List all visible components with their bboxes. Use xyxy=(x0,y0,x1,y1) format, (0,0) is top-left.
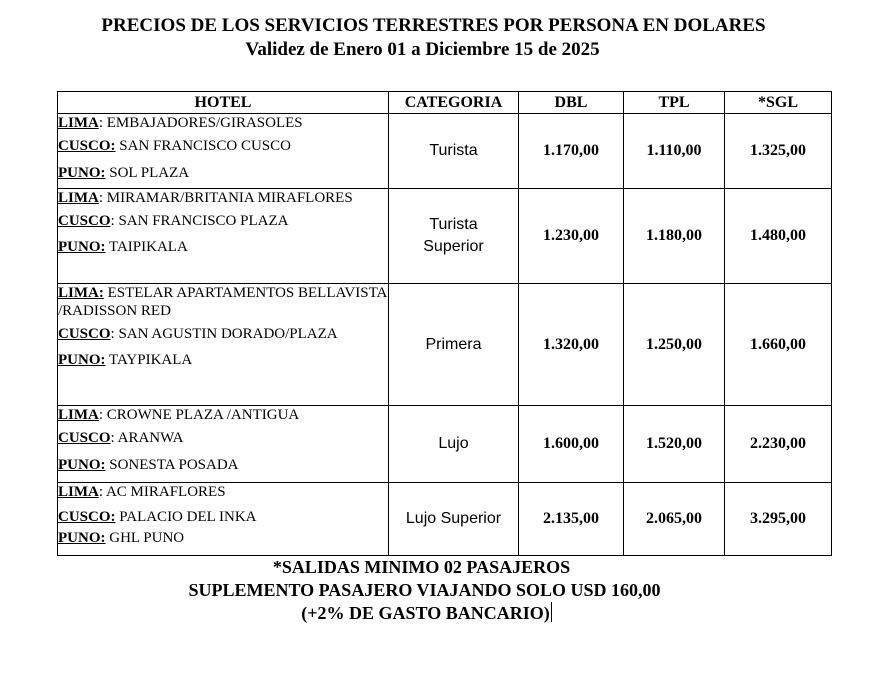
category-cell: Primera xyxy=(389,284,519,406)
hotel-line-lima xyxy=(58,483,388,501)
category-cell: Turista xyxy=(389,114,519,189)
hotel-cell xyxy=(58,114,389,189)
header-dbl: DBL xyxy=(519,92,624,114)
hotel-name: MIRAMAR/BRITANIA MIRAFLORES xyxy=(106,190,353,206)
separator: : xyxy=(98,484,106,500)
header-tpl: TPL xyxy=(624,92,725,114)
hotel-line-cusco xyxy=(58,325,388,343)
footer-min-passengers: *SALIDAS MINIMO 02 PASAJEROS xyxy=(272,557,571,577)
table-row xyxy=(58,284,832,406)
hotel-line-puno xyxy=(58,351,388,369)
city-label: LIMA xyxy=(58,115,99,131)
city-label: CUSCO xyxy=(58,326,111,342)
city-label: PUNO: xyxy=(58,457,106,473)
table-row xyxy=(58,114,832,189)
city-label: PUNO: xyxy=(58,165,106,181)
city-label: CUSCO xyxy=(58,430,111,446)
price-sgl: 2.230,00 xyxy=(725,406,832,483)
category-cell xyxy=(389,189,519,284)
city-label: CUSCO: xyxy=(58,138,116,154)
city-label: CUSCO xyxy=(58,213,111,229)
separator: : xyxy=(110,430,118,446)
hotel-name: EMBAJADORES/GIRASOLES xyxy=(106,115,303,131)
hotel-name: PALACIO DEL INKA xyxy=(119,509,257,525)
price-tpl: 1.180,00 xyxy=(624,189,725,284)
city-label: PUNO: xyxy=(58,239,106,255)
hotel-name: ESTELAR APARTAMENTOS BELLAVISTA /RADISSON RED xyxy=(58,285,387,319)
price-sgl: 1.660,00 xyxy=(725,284,832,406)
separator: : xyxy=(110,326,119,342)
price-tpl: 1.250,00 xyxy=(624,284,725,406)
hotel-name: CROWNE PLAZA /ANTIGUA xyxy=(106,407,300,423)
hotel-cell xyxy=(58,189,389,284)
separator: : xyxy=(98,407,107,423)
hotel-line-lima xyxy=(58,406,388,424)
hotel-name: ARANWA xyxy=(117,430,184,446)
hotel-name: SOL PLAZA xyxy=(109,165,190,181)
separator: : xyxy=(98,115,107,131)
price-dbl: 1.600,00 xyxy=(519,406,624,483)
hotel-name: GHL PUNO xyxy=(109,530,185,546)
hotel-line-lima xyxy=(58,284,388,320)
hotel-line-lima xyxy=(58,189,388,207)
hotel-cell xyxy=(58,406,389,483)
hotel-line-cusco xyxy=(58,429,388,447)
hotel-cell xyxy=(58,483,389,556)
category-cell: Lujo Superior xyxy=(389,483,519,556)
price-dbl: 1.170,00 xyxy=(519,114,624,189)
price-dbl: 1.230,00 xyxy=(519,189,624,284)
city-label: LIMA xyxy=(58,407,99,423)
category-line-1: Turista xyxy=(429,216,478,233)
separator: : xyxy=(110,213,119,229)
price-tpl: 1.110,00 xyxy=(624,114,725,189)
hotel-line-lima xyxy=(58,114,388,132)
hotel-cell xyxy=(58,284,389,406)
price-dbl: 2.135,00 xyxy=(519,483,624,556)
header-categoria: CATEGORIA xyxy=(389,92,519,114)
header-hotel: HOTEL xyxy=(58,92,389,114)
category-line-2: Superior xyxy=(423,238,484,255)
price-sgl: 1.325,00 xyxy=(725,114,832,189)
table-row xyxy=(58,189,832,284)
hotel-name: SONESTA POSADA xyxy=(109,457,239,473)
document-header xyxy=(0,14,879,62)
validity-subtitle: Validez de Enero 01 a Diciembre 15 de 2025 xyxy=(245,39,600,60)
hotel-line-cusco xyxy=(58,137,388,155)
header-sgl: *SGL xyxy=(725,92,832,114)
hotel-line-puno xyxy=(58,529,388,547)
price-tpl: 1.520,00 xyxy=(624,406,725,483)
city-label: CUSCO: xyxy=(58,509,116,525)
price-sgl: 3.295,00 xyxy=(725,483,832,556)
hotel-name: TAIPIKALA xyxy=(108,239,188,255)
hotel-name: TAYPIKALA xyxy=(108,352,193,368)
footer-single-supplement: SUPLEMENTO PASAJERO VIAJANDO SOLO USD 160,00 xyxy=(188,580,661,600)
city-label: LIMA: xyxy=(58,285,104,301)
document-title: PRECIOS DE LOS SERVICIOS TERRESTRES POR PERSONA EN DOLARES xyxy=(101,15,766,36)
hotel-line-cusco xyxy=(58,508,388,526)
table-row xyxy=(58,483,832,556)
table-row xyxy=(58,406,832,483)
price-tpl: 2.065,00 xyxy=(624,483,725,556)
price-table xyxy=(57,91,832,556)
hotel-line-puno xyxy=(58,456,388,474)
hotel-name: SAN AGUSTIN DORADO/PLAZA xyxy=(118,326,338,342)
city-label: PUNO: xyxy=(58,352,106,368)
table-header-row xyxy=(58,92,832,114)
hotel-name: SAN FRANCISCO PLAZA xyxy=(118,213,289,229)
footer-bank-fee: (+2% DE GASTO BANCARIO) xyxy=(301,603,550,623)
footer-bank-fee-line[interactable] xyxy=(0,602,879,625)
text-cursor xyxy=(551,602,552,622)
document-footer xyxy=(0,556,879,625)
hotel-name: AC MIRAFLORES xyxy=(105,484,226,500)
hotel-name: SAN FRANCISCO CUSCO xyxy=(119,138,291,154)
city-label: LIMA xyxy=(58,190,99,206)
hotel-line-puno xyxy=(58,164,388,182)
hotel-line-cusco xyxy=(58,212,388,230)
separator: : xyxy=(98,190,107,206)
hotel-line-puno xyxy=(58,238,388,256)
price-dbl: 1.320,00 xyxy=(519,284,624,406)
price-sgl: 1.480,00 xyxy=(725,189,832,284)
city-label: PUNO: xyxy=(58,530,106,546)
category-cell: Lujo xyxy=(389,406,519,483)
city-label: LIMA xyxy=(58,484,99,500)
